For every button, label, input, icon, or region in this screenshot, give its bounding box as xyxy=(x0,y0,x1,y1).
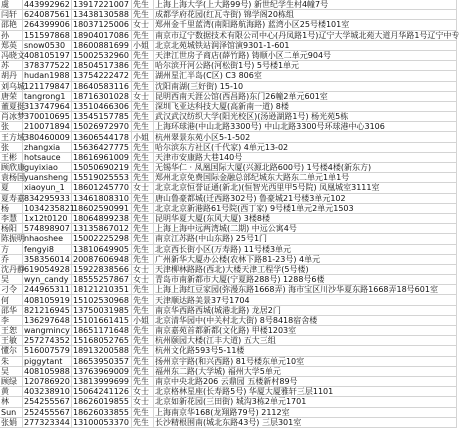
cell-gender[interactable]: 先生 xyxy=(132,234,154,244)
table-row xyxy=(0,193,457,203)
cell-qq[interactable]: 313747964 xyxy=(24,101,70,111)
cell-name[interactable]: 朱 xyxy=(0,356,23,366)
cell-address[interactable]: 成都学府花园(红瓦寺街) 锦学阁20栋组 xyxy=(154,10,457,20)
cell-address[interactable]: 北京北京新港路61号院(西丁家) 9号楼1单元2单元1503 xyxy=(154,203,457,213)
cell-address[interactable]: 天津顺达路美景37号1704 xyxy=(154,295,457,305)
cell-phone[interactable]: 20087606948 xyxy=(72,254,132,264)
cell-address[interactable]: 湖州星汇半岛(C区) C3 806室 xyxy=(154,71,457,81)
table-row xyxy=(0,203,457,213)
cell-name[interactable]: 李 xyxy=(0,315,23,325)
cell-phone[interactable]: 18651171648 xyxy=(72,326,132,336)
cell-phone[interactable]: 15922838566 xyxy=(72,264,132,274)
cell-qq[interactable]: 516007579 xyxy=(24,346,70,356)
cell-phone[interactable]: 15002532960 xyxy=(72,50,132,60)
cell-name[interactable]: 乔 xyxy=(0,254,23,264)
cell-gender[interactable]: 先生 xyxy=(132,10,154,20)
cell-gender[interactable]: 先生 xyxy=(132,356,154,366)
cell-address[interactable]: 哈尔滨开河公路(河松街1号) 5号楼1单元 xyxy=(154,61,457,71)
cell-address[interactable]: 北京清华园中(中关村北大街) 8号8418宿舍楼 xyxy=(154,315,457,325)
table-row xyxy=(0,112,457,122)
cell-gender[interactable]: 先生 xyxy=(132,163,154,173)
table-row xyxy=(0,183,457,193)
cell-phone[interactable]: 15168052765 xyxy=(72,336,132,346)
cell-qq[interactable]: snow0530 xyxy=(23,40,72,50)
cell-address[interactable]: 南京市辽宁数据技术有限公司中心(丹凤路1号)辽宁大学城北苑大道月华路1号辽宁中专 xyxy=(155,30,459,40)
cell-gender[interactable]: 先生 xyxy=(132,254,154,264)
cell-gender[interactable]: 先生 xyxy=(132,346,154,356)
cell-address[interactable]: 上海南京华168(龙翔路79号) 2112室 xyxy=(154,407,457,417)
cell-address[interactable]: 昆明西南天涯公馆(西昌路)东门26幢2单元601室 xyxy=(154,91,457,101)
cell-qq[interactable]: 252455567 xyxy=(24,407,70,417)
cell-gender[interactable]: 女士 xyxy=(132,20,154,30)
table-row xyxy=(0,387,457,397)
cell-name[interactable]: 虞 xyxy=(0,0,23,10)
cell-phone[interactable]: 13810649905 xyxy=(72,244,132,254)
cell-gender[interactable]: 先生 xyxy=(132,0,154,10)
cell-qq[interactable]: 380460009 xyxy=(24,132,70,142)
cell-gender[interactable]: 先生 xyxy=(132,417,154,427)
cell-qq[interactable]: yuansheng xyxy=(23,173,72,183)
cell-phone[interactable]: 15002225298 xyxy=(72,234,132,244)
cell-name[interactable]: 夏 xyxy=(0,183,23,193)
cell-address[interactable]: 哈尔滨东方社区(千代家) 4单元13-02 xyxy=(154,142,457,152)
table-row xyxy=(0,0,457,10)
table-row xyxy=(0,213,457,223)
table-row xyxy=(0,61,457,71)
table-row xyxy=(0,71,457,81)
cell-qq[interactable]: tangrong1 xyxy=(23,91,72,101)
cell-phone[interactable]: 15026972970 xyxy=(72,122,132,132)
cell-name[interactable]: 方 xyxy=(0,244,23,254)
cell-name[interactable]: 闫轩 xyxy=(0,10,23,20)
cell-gender[interactable]: 先生 xyxy=(132,71,154,81)
cell-name[interactable]: 顾绿 xyxy=(0,376,23,386)
cell-gender[interactable]: 先生 xyxy=(132,326,154,336)
cell-address[interactable]: 上海上海中远两湾城(二期) 中远公寓4号 xyxy=(154,224,457,234)
cell-qq[interactable]: fengyi8 xyxy=(23,244,72,254)
cell-qq[interactable]: 254255567 xyxy=(24,397,70,407)
cell-name[interactable]: 冯晓文 xyxy=(1,51,25,61)
cell-qq[interactable]: 619054928 xyxy=(24,264,70,274)
cell-qq[interactable]: 403238910 xyxy=(24,387,70,397)
table-row xyxy=(0,142,457,152)
cell-qq[interactable]: 408105197 xyxy=(24,51,70,61)
cell-address[interactable]: 上海上海红豆家园(弥漫东路1668弄) 海市宝区川沙华夏东路1668弄18号601室 xyxy=(154,285,457,295)
table-row xyxy=(0,81,457,91)
cell-gender[interactable]: 女士 xyxy=(132,275,154,285)
cell-gender[interactable]: 女士 xyxy=(132,91,154,101)
cell-gender[interactable]: 女士 xyxy=(132,387,154,397)
cell-name[interactable]: 苏 xyxy=(0,61,23,71)
cell-phone[interactable]: 18121210351 xyxy=(72,285,132,295)
table-row xyxy=(0,173,457,183)
table-row xyxy=(0,305,457,315)
cell-address[interactable]: 天津江世房子商店(薛竹路) 铸顺小区二单元904号 xyxy=(154,50,457,60)
table-row xyxy=(0,20,457,30)
table-row xyxy=(0,336,457,346)
cell-address[interactable]: 北京北京恒誉证通(新北)(恒智光西里甲5号院) 凤凰城室3111室 xyxy=(154,183,457,193)
table-row xyxy=(0,40,457,50)
table-row xyxy=(0,91,457,101)
cell-qq[interactable]: 277323344 xyxy=(24,417,70,427)
cell-address[interactable]: 深圳飞亚达科技大厦(高新南一道) 8楼 xyxy=(154,101,457,111)
cell-qq[interactable]: 834295933 xyxy=(24,193,70,203)
cell-name[interactable]: 张 xyxy=(0,142,23,152)
cell-name[interactable]: 夏寿嘉 xyxy=(1,193,25,203)
table-row xyxy=(0,224,457,234)
table-row xyxy=(0,326,457,336)
cell-gender[interactable]: 先生 xyxy=(132,61,154,71)
table-row xyxy=(0,315,457,325)
cell-qq[interactable]: wyn_candy xyxy=(23,275,72,285)
cell-address[interactable]: 青岛市南新都市大厦(宁夏路288号) 1288号6楼 xyxy=(154,275,457,285)
cell-qq[interactable]: 370010695 xyxy=(24,112,70,122)
cell-name[interactable]: 李慧 xyxy=(0,213,23,223)
cell-qq[interactable]: 257274352 xyxy=(24,336,70,346)
cell-name[interactable]: 邵艳 xyxy=(0,20,23,30)
cell-address[interactable]: 郑州金千里蓝湾(南阳路航海路) 蓝湾小区25号楼101室 xyxy=(154,20,457,30)
cell-qq[interactable]: 136297648 xyxy=(24,315,70,325)
cell-phone[interactable]: 13754222472 xyxy=(72,71,132,81)
cell-phone[interactable]: 13813999699 xyxy=(72,376,132,386)
cell-address[interactable]: 上海环球港(中山北路3300号) 中山北路3300号环球港中心3106 xyxy=(154,122,457,132)
cell-phone[interactable]: 13750031985 xyxy=(72,305,132,315)
cell-name[interactable]: 董夏挺 xyxy=(1,101,25,111)
table-row xyxy=(0,10,457,20)
cell-name[interactable]: 袁杨国 xyxy=(1,173,25,183)
cell-name[interactable]: 王彬 xyxy=(0,152,23,162)
cell-gender[interactable]: 先生 xyxy=(132,295,154,305)
cell-name[interactable]: 杨 xyxy=(0,203,23,213)
table-row xyxy=(0,244,457,254)
cell-gender[interactable]: 女士 xyxy=(132,397,154,407)
cell-gender[interactable]: 先生 xyxy=(132,366,154,376)
cell-qq[interactable]: 244965311 xyxy=(24,285,70,295)
cell-phone[interactable]: 13763969009 xyxy=(72,366,132,376)
cell-gender[interactable]: 女士 xyxy=(132,183,154,193)
cell-phone[interactable]: 15101661415 xyxy=(72,315,132,325)
cell-address[interactable]: 北京格林星座(长寿路5号) 华厦大厦雅轩三层1101 xyxy=(154,387,457,397)
cell-phone[interactable]: 13545157785 xyxy=(72,112,132,122)
cell-phone[interactable]: 18037125006 xyxy=(72,20,132,30)
cell-gender[interactable]: 先生 xyxy=(132,152,154,162)
cell-address[interactable]: 沈阳南湖(三好街) 15-10 xyxy=(154,81,457,91)
table-row xyxy=(0,152,457,162)
cell-gender[interactable]: 先生 xyxy=(132,376,154,386)
table-row xyxy=(0,346,457,356)
table-row xyxy=(0,254,457,264)
cell-gender[interactable]: 先生 xyxy=(132,101,154,111)
cell-address[interactable]: 南京嘉苑首都新都(文化路) 甲楼1203室 xyxy=(154,326,457,336)
cell-name[interactable]: 郑英 xyxy=(0,40,23,50)
table-row xyxy=(0,132,457,142)
cell-phone[interactable]: 15636427775 xyxy=(72,142,132,152)
cell-address[interactable]: 北京北苑城铁站润泽馆演9301-1-601 xyxy=(154,40,457,50)
cell-name[interactable]: 吴 xyxy=(0,366,23,376)
cell-name[interactable]: 陈振明 xyxy=(1,234,25,244)
cell-name[interactable]: 王方域 xyxy=(1,132,25,142)
cell-gender[interactable]: 先生 xyxy=(132,193,154,203)
cell-qq[interactable]: xiaoyun_1 xyxy=(23,183,72,193)
cell-address[interactable]: 唐山鲁豪都城(迁西路302号) 鲁豪城21号楼3单元102 xyxy=(154,193,457,203)
cell-address[interactable]: 北京西长街小区(万寿路) 11号楼3单元 xyxy=(154,244,457,254)
cell-name[interactable]: 胡丹 xyxy=(0,71,23,81)
cell-name[interactable]: 王敏 xyxy=(0,336,23,346)
table-row xyxy=(0,30,457,40)
table-row xyxy=(0,356,457,366)
table-row xyxy=(0,285,457,295)
cell-gender[interactable]: 先生 xyxy=(132,203,154,213)
cell-phone[interactable]: 13438130588 xyxy=(72,10,132,20)
cell-address[interactable]: 郑州北京免费国际金融总部纪城东大路东二单元1单1号 xyxy=(154,173,457,183)
cell-phone[interactable]: 18640583116 xyxy=(72,81,132,91)
cell-gender[interactable]: 先生 xyxy=(132,213,154,223)
cell-address[interactable]: 杭州颐园大楼(江丰大道) 五大三组 xyxy=(154,336,457,346)
cell-address[interactable]: 天津市安康路大巷140号 xyxy=(154,152,457,162)
cell-name[interactable]: 邵华 xyxy=(0,305,23,315)
cell-qq[interactable]: 408105988 xyxy=(24,366,70,376)
cell-phone[interactable]: 15519025553 xyxy=(72,173,132,183)
cell-phone[interactable]: 18913200588 xyxy=(72,346,132,356)
cell-name[interactable]: 顾欣康 xyxy=(1,163,25,173)
cell-name[interactable]: 懂尔 xyxy=(0,346,23,356)
cell-gender[interactable]: 先生 xyxy=(132,112,154,122)
cell-gender[interactable]: 先生 xyxy=(132,336,154,346)
cell-address[interactable]: 杭州翠景东苑小区5-1-502 xyxy=(154,132,457,142)
cell-gender[interactable]: 先生 xyxy=(132,81,154,91)
table-row xyxy=(0,234,457,244)
cell-address[interactable]: 北京如新花园(三田街) 城沟3栋2单元1701 xyxy=(154,397,457,407)
cell-qq[interactable]: 574898907 xyxy=(24,224,70,234)
cell-phone[interactable]: 18555257867 xyxy=(72,275,132,285)
cell-phone[interactable]: 13917221007 xyxy=(72,0,132,10)
cell-qq[interactable]: zhangxia xyxy=(23,142,72,152)
cell-address[interactable]: 福州东二路(大学城) 福州大学5单元 xyxy=(154,366,457,376)
cell-qq[interactable]: 358356014 xyxy=(24,254,70,264)
cell-name[interactable]: 刘乌城 xyxy=(1,81,25,91)
table-row xyxy=(0,366,457,376)
cell-qq[interactable]: 821216945 xyxy=(24,305,70,315)
cell-qq[interactable]: 121179847 xyxy=(24,81,70,91)
cell-phone[interactable]: 18064899238 xyxy=(72,213,132,223)
cell-gender[interactable]: 小姐 xyxy=(132,40,154,50)
cell-address[interactable]: 无锡华仁 · 凤凰国际大厦(兴源北路600号) 1号楼4楼(新东方) xyxy=(154,163,457,173)
cell-qq[interactable]: 408105919 xyxy=(24,295,70,305)
cell-qq[interactable]: 210071894 xyxy=(24,122,70,132)
table-row xyxy=(0,163,457,173)
cell-gender[interactable]: 先生 xyxy=(132,50,154,60)
cell-gender[interactable]: 先生 xyxy=(132,305,154,315)
cell-name[interactable]: 刁令 xyxy=(0,285,23,295)
cell-name[interactable]: 王恕 xyxy=(0,326,23,336)
cell-gender[interactable]: 先生 xyxy=(132,244,154,254)
cell-phone[interactable]: 13461808310 xyxy=(72,193,132,203)
cell-name[interactable]: 张 xyxy=(0,122,23,132)
cell-phone[interactable]: 15050690219 xyxy=(72,163,132,173)
cell-qq[interactable]: hudan1988 xyxy=(24,71,70,81)
cell-name[interactable]: 林 xyxy=(0,397,23,407)
cell-qq[interactable]: 1x12t0120 xyxy=(23,213,72,223)
cell-address[interactable]: 天津柳林路路(西北)大楼天津工程学(5号楼) xyxy=(154,264,457,274)
cell-name[interactable]: 何 xyxy=(0,295,23,305)
cell-phone[interactable]: 18626033855 xyxy=(72,407,132,417)
table-row xyxy=(0,417,457,427)
cell-gender[interactable]: 先生 xyxy=(132,142,154,152)
cell-qq[interactable]: wangmincy xyxy=(24,326,70,336)
cell-phone[interactable]: 13100053370 xyxy=(72,417,132,427)
cell-phone[interactable]: 18716301028 xyxy=(72,91,132,101)
cell-name[interactable]: 黄 xyxy=(0,387,23,397)
cell-address[interactable]: 南京中央北路206 云鼎园 五楼新村89号 xyxy=(154,376,457,386)
cell-phone[interactable]: 15102530968 xyxy=(72,295,132,305)
cell-address[interactable]: 扬州京宇路(和兴西路) 81号楼东单元10室 xyxy=(154,356,457,366)
cell-gender[interactable]: 小姐 xyxy=(132,132,154,142)
table-row xyxy=(0,397,457,407)
cell-gender[interactable]: 先生 xyxy=(132,407,154,417)
cell-phone[interactable]: 15064241126 xyxy=(72,387,132,397)
cell-address[interactable]: 长沙精根围南(城北东路43号) 三层301室 xyxy=(154,417,457,427)
cell-gender[interactable]: 先生 xyxy=(132,285,154,295)
cell-name[interactable]: 唐荣 xyxy=(0,91,23,101)
cell-address[interactable]: 武汉武汉纺织大学(阳光校区)(汤逊湖路1号) 杨光苑5栋 xyxy=(154,112,457,122)
cell-qq[interactable]: 264399906 xyxy=(24,20,70,30)
cell-phone[interactable]: 18616961009 xyxy=(72,152,132,162)
table-row xyxy=(0,264,457,274)
cell-name[interactable]: 张娟 xyxy=(0,417,23,427)
table-row xyxy=(0,376,457,386)
cell-address[interactable]: 南京江苏路(中山东路) 25号1门 xyxy=(154,234,457,244)
cell-phone[interactable]: 18600881699 xyxy=(72,40,132,50)
cell-name[interactable]: 肖冰梦 xyxy=(1,112,25,122)
cell-qq[interactable]: 151597868 xyxy=(24,30,70,40)
table-row xyxy=(0,295,457,305)
cell-qq[interactable]: 1034235821 xyxy=(24,203,75,213)
cell-name[interactable]: Sun xyxy=(0,407,23,417)
cell-qq[interactable]: nhaoshee xyxy=(23,234,72,244)
cell-name[interactable]: 杨阳 xyxy=(0,224,23,234)
cell-qq[interactable]: 624087561 xyxy=(24,10,70,20)
cell-qq[interactable]: guyixiao xyxy=(23,163,72,173)
cell-gender[interactable]: 先生 xyxy=(132,122,154,132)
cell-gender[interactable]: 先生 xyxy=(132,30,154,40)
cell-qq[interactable]: 443992962 xyxy=(24,0,70,10)
cell-phone[interactable]: 18504517386 xyxy=(72,61,132,71)
cell-gender[interactable]: 先生 xyxy=(132,173,154,183)
cell-phone[interactable]: 18601245770 xyxy=(72,183,132,193)
table-row xyxy=(0,50,457,60)
cell-qq[interactable]: hotsauce xyxy=(23,152,72,162)
cell-address[interactable]: 广州新华大厦办公楼(农林下路81-23号) 4单元 xyxy=(154,254,457,264)
cell-name[interactable]: 吴 xyxy=(0,275,23,285)
cell-address[interactable]: 上海上海大学(上大路99号) 新世纪学生村4幢7号 xyxy=(154,0,457,10)
table-row xyxy=(0,407,457,417)
cell-gender[interactable]: 女士 xyxy=(132,264,154,274)
cell-gender[interactable]: 小姐 xyxy=(132,315,154,325)
table-row xyxy=(0,101,457,111)
cell-name[interactable]: 孙 xyxy=(0,30,23,40)
cell-phone[interactable]: 13606544178 xyxy=(72,132,132,142)
cell-phone[interactable]: 18904017086 xyxy=(72,30,132,40)
cell-qq[interactable]: piggytant xyxy=(23,356,72,366)
cell-name[interactable]: 沈丹静 xyxy=(1,264,25,274)
cell-phone[interactable]: 13135867012 xyxy=(72,224,132,234)
cell-address[interactable]: 杭州文化路593号5-11楼 xyxy=(154,346,457,356)
table-row xyxy=(0,122,457,132)
cell-gender[interactable]: 先生 xyxy=(132,224,154,234)
cell-qq[interactable]: 378377522 xyxy=(24,61,70,71)
cell-address[interactable]: 昆明华夏大厦(东风大厦) 3楼8楼 xyxy=(154,213,457,223)
cell-phone[interactable]: 18653950357 xyxy=(72,356,132,366)
cell-phone[interactable]: 18626019855 xyxy=(72,397,132,407)
cell-phone[interactable]: 13510466306 xyxy=(72,101,132,111)
cell-qq[interactable]: 120786920 xyxy=(24,377,70,387)
cell-phone[interactable]: 18602590991 xyxy=(72,203,132,213)
cell-address[interactable]: 南京华西路西城(城港北路) 龙居2门 xyxy=(154,305,457,315)
table-row xyxy=(0,275,457,285)
